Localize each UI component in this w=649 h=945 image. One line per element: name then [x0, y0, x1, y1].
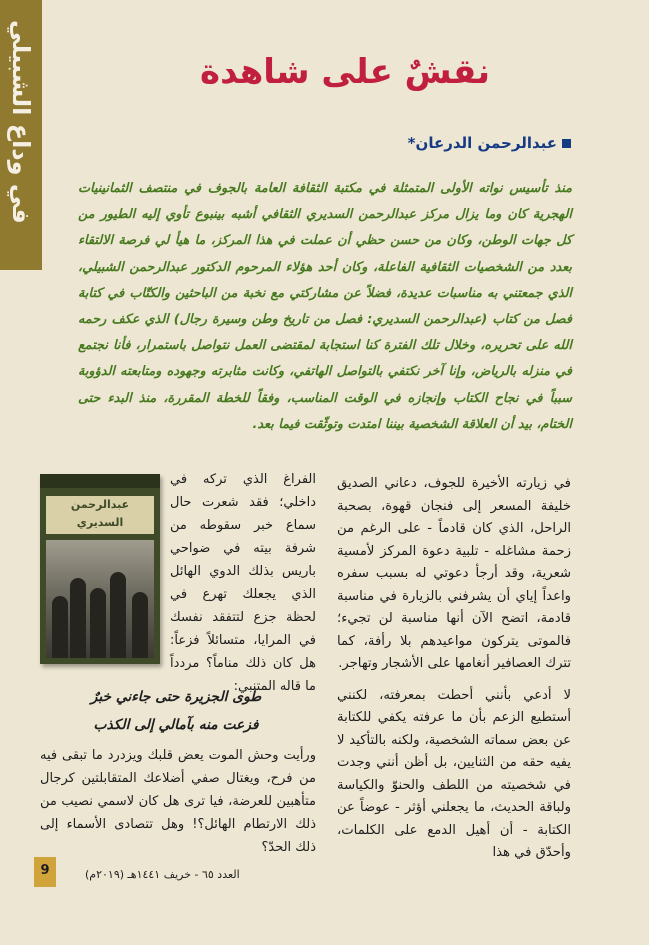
poem-line-2: فزعت منه بآمالي إلى الكذب — [93, 717, 259, 733]
left-column-bottom — [40, 744, 316, 859]
paragraph-3: الفراغ الذي تركه في داخلي؛ فقد شعرت حال سماع خبر سقوطه من شرفة بيته في ضواحي باريس بذلك الدوي الهائل الذي يجعلك تهرع في لحظة جزع لتتفقد نفسك في المرايا، متسائلاً فزعاً: هل كان ذلك مناماً؟ مردداً ما قاله المتنبي: — [170, 472, 316, 694]
poem-verse — [36, 683, 316, 739]
left-column-top — [170, 468, 316, 698]
author-line — [251, 134, 571, 152]
page-number: 9 — [40, 863, 50, 878]
poem-line-1: طوى الجزيرة حتى جاءني خبرٌ — [90, 689, 262, 705]
paragraph-4: ورأيت وحش الموت يعض قلبك ويزدرد ما تبقى فيه من فرح، ويغتال صفي أضلاعك المتقابلتين كرجال متأهبين للعرضة، فيا ترى هل كان لاسمي نصيب من ذلك الارتطام الهائل؟! وهل تتصادى الأسماء إلى ذلك الحدّ؟ — [40, 748, 316, 855]
issue-info: العدد ٦٥ - خريف ١٤٤١هـ (٢٠١٩م) — [85, 868, 240, 881]
article-intro: منذ تأسيس نواته الأولى المتمثلة في مكتبة الثقافة العامة بالجوف في منتصف الثمانينيات الهجرية كان وما يزال مركز عبدالرحمن السديري الثقافي أشبه بينبوع تأوي إليه الطيور من كل جهات الوطن، وكان من حسن حظي أن عملت في هذا المركز، ما هيأ لي فرصة الالتقاء بعدد من الشخصيات الثقافية الفاعلة، وكان أحد هؤلاء المرحوم الدكتور عبدالرحمن الشبيلي، الذي جمعتني به مناسبات عديدة، فضلاً عن مشاركتي مع نخبة من الباحثين والكتّاب في كتابة فصل من كتاب (عبدالرحمن السديري: فصل من تاريخ وطن وسيرة رجال) الذي عكف رحمه الله على تحريره، وخلال تلك الفترة كنا استجابة لمقتضى العمل نتواصل باستمرار، فأنا نجتمع في منزله بالرياض، وإنا آخر نكتفي بالتواصل الهاتفي، وكانت مثابرته وجهوده ومتابعته الدؤوبة سبباً في نجاح الكتاب وإنجازه في الوقت المناسب، وفقاً للخطة المقررة، منذ البدء حتى الختام، بيد أن العلاقة الشخصية بيننا امتدت وتوثّقت فيما بعد. — [78, 181, 572, 432]
photo-figure — [52, 596, 68, 658]
author-name: عبدالرحمن الدرعان* — [407, 134, 557, 152]
paragraph-1: في زيارته الأخيرة للجوف، دعاني الصديق خليفة المسعر إلى فنجان قهوة، بصحبة الراحل، الذي كان قادماً - على الرغم من زحمة مشاغله - تلبية دعوة المركز لأمسية شعرية، وقد أرجأ دعوتي له بسبب سفره واعداً إياي أن يشرفني بالزيارة في مناسبة قادمة، اتضح الآن أنها مناسبة لن تجيء؛ فالموتى يتركون مواعيدهم بلا رأفة، كما تترك العصافير أنغامها على الأشجار وتهاجر. — [337, 476, 571, 671]
photo-figure — [90, 588, 106, 658]
book-cover-band — [40, 474, 160, 488]
photo-figure — [110, 572, 126, 658]
section-title: في وداع الشبيلي — [7, 20, 35, 224]
photo-figure — [70, 578, 86, 658]
book-cover-image — [40, 474, 160, 664]
photo-figure — [132, 592, 148, 658]
author-bullet-icon — [562, 139, 571, 148]
paragraph-2: لا أدعي بأنني أحطت بمعرفته، لكنني أستطيع الزعم بأن ما عرفته يكفي للكتابة عن بعض سماته الشخصية، ولكنه بالتأكيد لا يفيه حقه من الثنايين، بل أظن أنني وجدت في شخصيته من اللطف والحنوّ والكياسة ولباقة الحديث، ما يجعلني أؤثر - عوضاً عن الكتابة - أن أهيل الدمع على الكلمات، وأحدّق في هذا — [337, 687, 571, 860]
section-side-band — [0, 0, 42, 270]
book-cover-photo — [46, 540, 154, 658]
right-column — [337, 473, 571, 865]
article-title: نقشٌ على شاهدة — [200, 52, 490, 92]
book-cover-title: عبدالرحمن السديري — [46, 496, 154, 534]
